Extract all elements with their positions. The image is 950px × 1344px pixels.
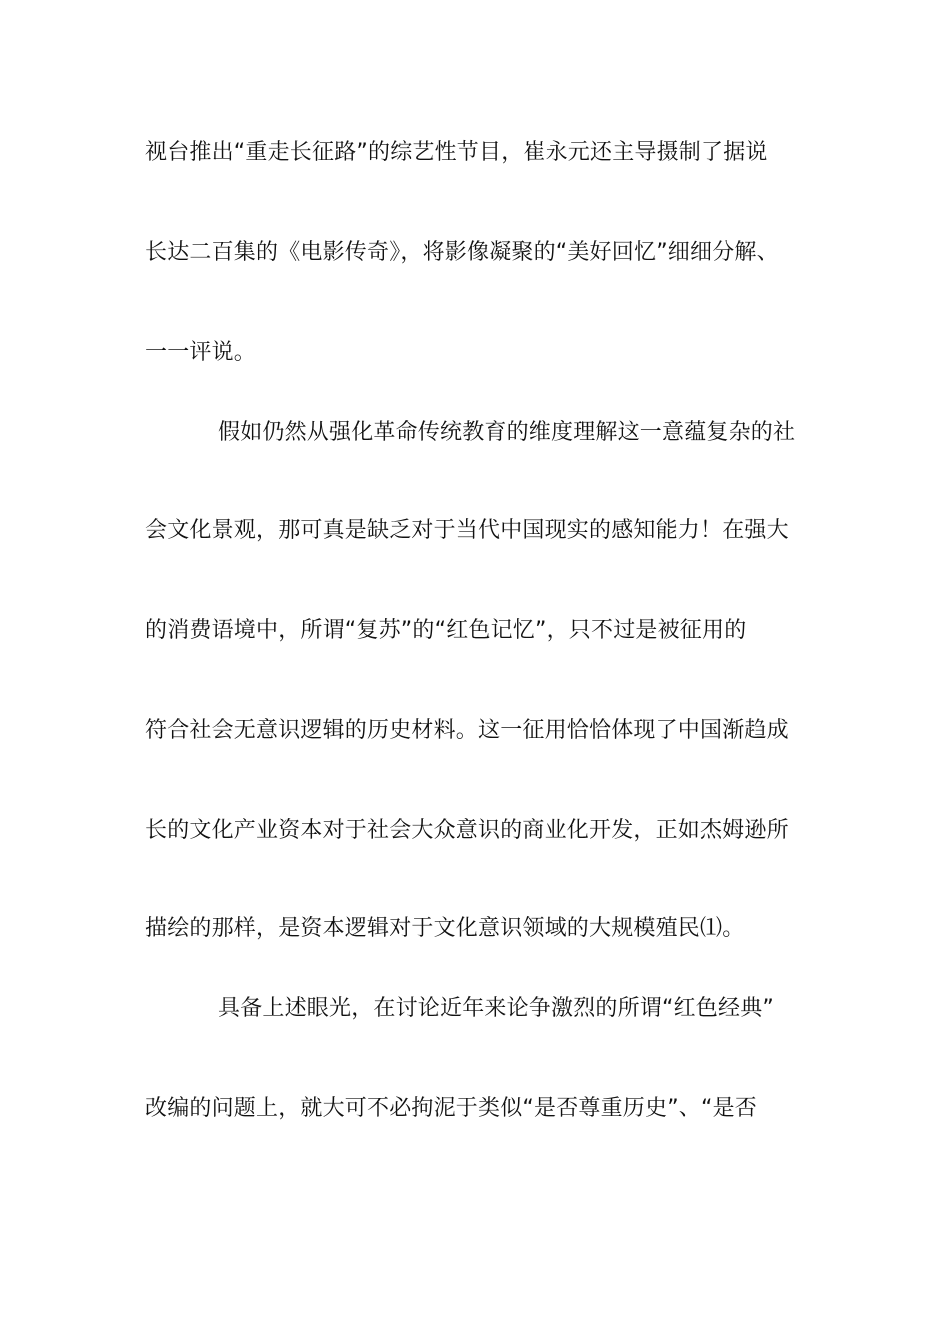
text-line-8: 长的文化产业资本对于社会大众意识的商业化开发，正如杰姆逊所: [145, 818, 789, 843]
text-line-2: 长达二百集的《电影传奇》，将影像凝聚的“美好回忆”细细分解、: [145, 240, 779, 265]
text-line-7: 符合社会无意识逻辑的历史材料。这一征用恰恰体现了中国渐趋成: [145, 718, 789, 743]
text-line-10: 具备上述眼光，在讨论近年来论争激烈的所谓“红色经典”: [218, 996, 774, 1021]
text-line-4: 假如仍然从强化革命传统教育的维度理解这一意蕴复杂的社: [218, 420, 796, 445]
text-line-6: 的消费语境中，所谓“复苏”的“红色记忆”，只不过是被征用的: [145, 618, 747, 643]
text-line-9: 描绘的那样，是资本逻辑对于文化意识领域的大规模殖民⑴。: [145, 916, 745, 941]
text-line-11: 改编的问题上，就大可不必拘泥于类似“是否尊重历史”、“是否: [145, 1096, 757, 1121]
text-line-3: 一一评说。: [145, 340, 257, 365]
text-line-5: 会文化景观，那可真是缺乏对于当代中国现实的感知能力！在强大: [145, 518, 789, 543]
text-line-1: 视台推出“重走长征路”的综艺性节目，崔永元还主导摄制了据说: [145, 140, 768, 165]
